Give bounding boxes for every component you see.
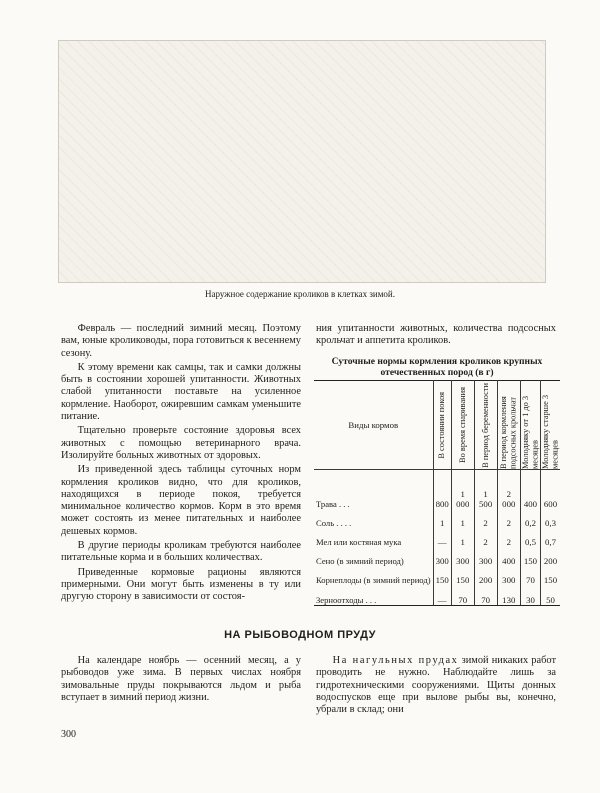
column-header-label: В период кормления подсосных крольчат (499, 396, 518, 469)
column-header-label: Молодняку старше 3 месяцев (540, 394, 560, 469)
feed-name: Трава . . . (316, 498, 350, 509)
table-header-row (314, 381, 560, 470)
right-column-continuation (316, 323, 556, 350)
table-row (314, 585, 560, 605)
table-cell: 130 (497, 585, 520, 605)
table-cell: 70 (520, 566, 540, 585)
table-row (314, 547, 560, 566)
table-cell: 30 (520, 585, 540, 605)
table-cell: 70 (451, 585, 474, 605)
table-cell: 50 (540, 585, 560, 605)
rabbit-hutches-illustration (58, 40, 546, 283)
table-cell: 2 (474, 528, 497, 547)
table-cell: 1 000 (451, 470, 474, 509)
table-cell: 0,5 (520, 528, 540, 547)
table-row (314, 566, 560, 585)
table-cell: 300 (497, 566, 520, 585)
table-cell: 1 (433, 509, 451, 528)
paragraph: На календаре ноябрь — осенний месяц, а у рыбоводов уже зима. В первых числах ноября зимовальные пруды покрываются льдом и рыба вступает в зимний период жизни. (61, 655, 301, 703)
column-header-label: Во время спаривания (457, 387, 467, 463)
bottom-right-column (316, 655, 556, 718)
page-number: 300 (61, 729, 76, 740)
table-row (314, 470, 560, 509)
table-cell: 1 (451, 528, 474, 547)
column-header (451, 381, 474, 470)
paragraph: Тщательно проверьте состояние здоровья всех животных с помощью ветеринарного врача. Изолируйте больных животных от здоровых. (61, 425, 301, 461)
table-cell: 70 (474, 585, 497, 605)
paragraph: Февраль — последний зимний месяц. Поэтому вам, юные кролиководы, пора готовиться к весеннему сезону. (61, 323, 301, 359)
table-title: Суточные нормы кормления кроликов крупных отечественных пород (в г) (331, 356, 543, 378)
table-cell: 150 (451, 566, 474, 585)
figure-caption: Наружное содержание кроликов в клетках зимой. (205, 289, 395, 299)
feeding-norms-table (314, 380, 560, 606)
table-row (314, 509, 560, 528)
table-cell: 1 500 (474, 470, 497, 509)
table-cell: 2 000 (497, 470, 520, 509)
table-cell: 300 (433, 547, 451, 566)
feed-name: Соль . . . . (316, 517, 352, 528)
spaced-lead-text: На нагульных прудах (332, 655, 459, 666)
table-cell: 200 (540, 547, 560, 566)
table-cell: 300 (451, 547, 474, 566)
table-cell: 2 (474, 509, 497, 528)
bottom-left-column (61, 655, 301, 706)
paragraph: Приведенные кормовые рационы являются примерными. Они могут быть изменены в ту или другую сторону в зависимости от состоя- (61, 566, 301, 603)
table-cell: — (433, 528, 451, 547)
column-header: Виды кормов (314, 381, 433, 470)
table-cell: 0,3 (540, 509, 560, 528)
section-heading: НА РЫБОВОДНОМ ПРУДУ (224, 629, 376, 641)
left-column (61, 323, 301, 606)
paragraph: ния упитанности животных, количества подсосных крольчат и аппетита кроликов. (316, 323, 556, 347)
table-cell: 1 (451, 509, 474, 528)
table-cell: 300 (474, 547, 497, 566)
table-cell: 0,7 (540, 528, 560, 547)
paragraph: В другие периоды кроликам требуются наиболее питательные корма и в больших количествах. (61, 540, 301, 564)
column-header (497, 381, 520, 470)
table-cell: 600 (540, 470, 560, 509)
table-cell: 200 (474, 566, 497, 585)
column-header (520, 381, 540, 470)
feed-name: Мел или костяная мука (316, 537, 402, 548)
paragraph: Из приведенной здесь таблицы суточных норм кормления кроликов видно, что для кроликов, находящихся в периоде покоя, требуется минимальное количество кормов. Корм в это время может состоять из менее питательных и наиболее дешевых кормов. (61, 464, 301, 537)
paragraph: К этому времени как самцы, так и самки должны быть в состоянии хорошей упитанности. Животных слабой упитанности поставьте на усиленное кормление. Наоборот, ожиревшим самкам уменьшите питание. (61, 361, 301, 423)
table-cell: 400 (497, 547, 520, 566)
paragraph (316, 655, 556, 716)
table-cell: 150 (520, 547, 540, 566)
column-header (433, 381, 451, 470)
table-cell: — (433, 585, 451, 605)
table-cell: 150 (433, 566, 451, 585)
column-header (540, 381, 560, 470)
table-cell: 150 (540, 566, 560, 585)
table-cell: 0,2 (520, 509, 540, 528)
table-cell: 2 (497, 528, 520, 547)
feed-name: Корнеплоды (в зимний период) (316, 575, 431, 586)
feed-name: Сено (в зимний период) (316, 556, 404, 567)
column-header (474, 381, 497, 470)
table-cell: 400 (520, 470, 540, 509)
feed-name: Зерноотходы . . . (314, 585, 433, 605)
column-header-label: В состоянии покоя (437, 391, 447, 459)
table-cell: 800 (433, 470, 451, 509)
paragraph-rest: зимой никаких работ проводить не нужно. Наблюдайте лишь за гидротехническими сооружениями. Щиты донных водоспусков еще при вылове рыбы вы, конечно, убрали в склад; они (316, 655, 556, 716)
table-cell: 2 (497, 509, 520, 528)
column-header-label: В период беременности (480, 382, 490, 468)
table-row (314, 528, 560, 547)
column-header-label: Молодняку от 1 до 3 месяцев (520, 395, 540, 469)
